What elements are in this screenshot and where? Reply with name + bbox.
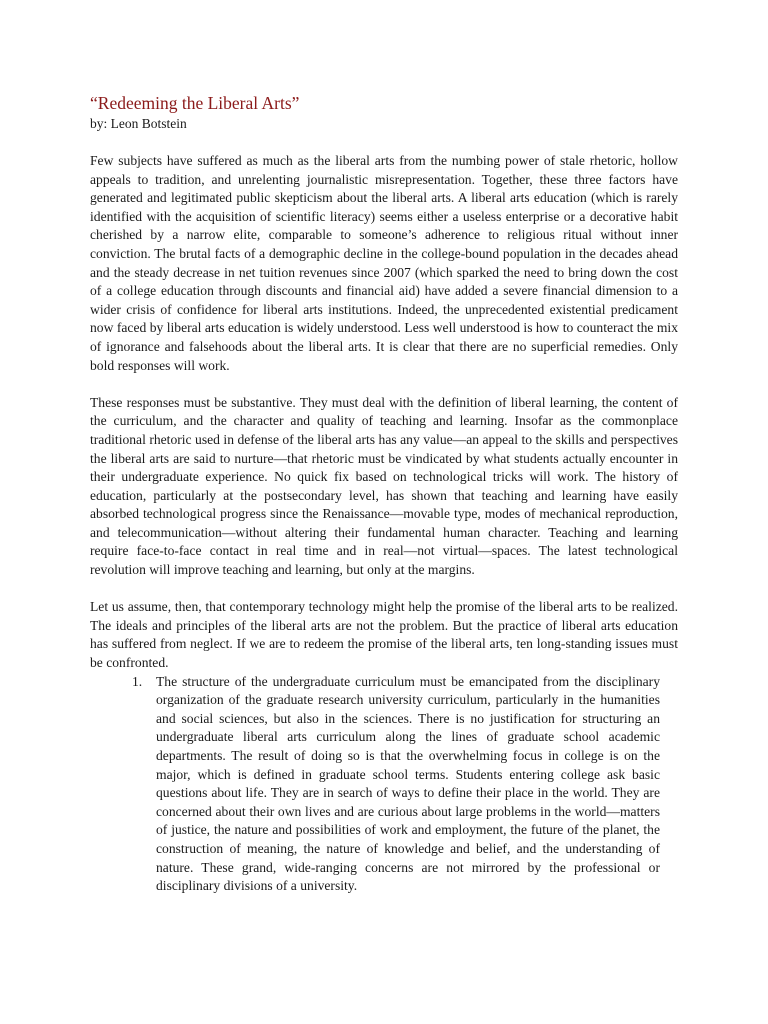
paragraph-1: Few subjects have suffered as much as the liberal arts from the numbing power of stale rhetoric, hollow appeals to tradition, and unrelenting journalistic misrepresentation. Together, these three factors have generated and legitimated public skepticism about the liberal arts. A liberal arts education (which is rarely identified with the acquisition of scientific literacy) seems either a useless enterprise or a decorative habit cherished by a narrow elite, comparable to someone’s adherence to religious ritual without inner conviction. The brutal facts of a demographic decline in the college-bound population in the decades ahead and the steady decrease in net tuition revenues since 2007 (which sparked the need to bring down the cost of a college education through discounts and financial aid) have added a severe financial dimension to a wider crisis of confidence for liberal arts institutions. Indeed, the unprecedented existential predicament now faced by liberal arts education is widely understood. Less well understood is how to counteract the mix of ignorance and falsehoods about the liberal arts. It is clear that there are no superficial remedies. Only bold responses will work.: [90, 153, 678, 373]
list-item-text: The structure of the undergraduate curriculum must be emancipated from the disciplinary organization of the graduate research university curriculum, particularly in the humanities and social sciences, but also in the sciences. There is no justification for structuring an undergraduate liberal arts curriculum along the lines of graduate school academic departments. The result of doing so is that the overwhelming focus in college is on the major, which is defined in graduate school terms. Students entering college ask basic questions about life. They are in search of ways to define their place in the world. They are concerned about their own lives and are curious about large problems in the world—matters of justice, the nature and possibilities of work and employment, the future of the planet, the construction of meaning, the nature of knowledge and belief, and the understanding of nature. These grand, wide-ranging concerns are not mirrored by the professional or disciplinary divisions of a university.: [156, 673, 660, 894]
list-item-number: 1.: [132, 673, 143, 689]
document-page: [90, 92, 678, 896]
document-title: “Redeeming the Liberal Arts”: [90, 93, 300, 113]
issues-list: [90, 673, 678, 896]
list-item: [132, 673, 660, 896]
author-byline: by: Leon Botstein: [90, 116, 187, 131]
paragraph-3: Let us assume, then, that contemporary technology might help the promise of the liberal arts to be realized. The ideals and principles of the liberal arts are not the problem. But the practice of liberal arts education has suffered from neglect. If we are to redeem the promise of the liberal arts, ten long-standing issues must be confronted.: [90, 599, 678, 671]
paragraph-2: These responses must be substantive. They must deal with the definition of liberal learning, the content of the curriculum, and the character and quality of teaching and learning. Insofar as the commonplace traditional rhetoric used in defense of the liberal arts has any value—an appeal to the skills and perspectives the liberal arts are said to nurture—that rhetoric must be vindicated by what students actually encounter in their undergraduate experience. No quick fix based on technological tricks will work. The history of education, particularly at the postsecondary level, has shown that teaching and learning have easily absorbed technological progress since the Renaissance—movable type, modes of mechanical reproduction, and telecommunication—without altering their fundamental human character. Teaching and learning require face-to-face contact in real time and in real—not virtual—spaces. The latest technological revolution will improve teaching and learning, but only at the margins.: [90, 394, 678, 578]
